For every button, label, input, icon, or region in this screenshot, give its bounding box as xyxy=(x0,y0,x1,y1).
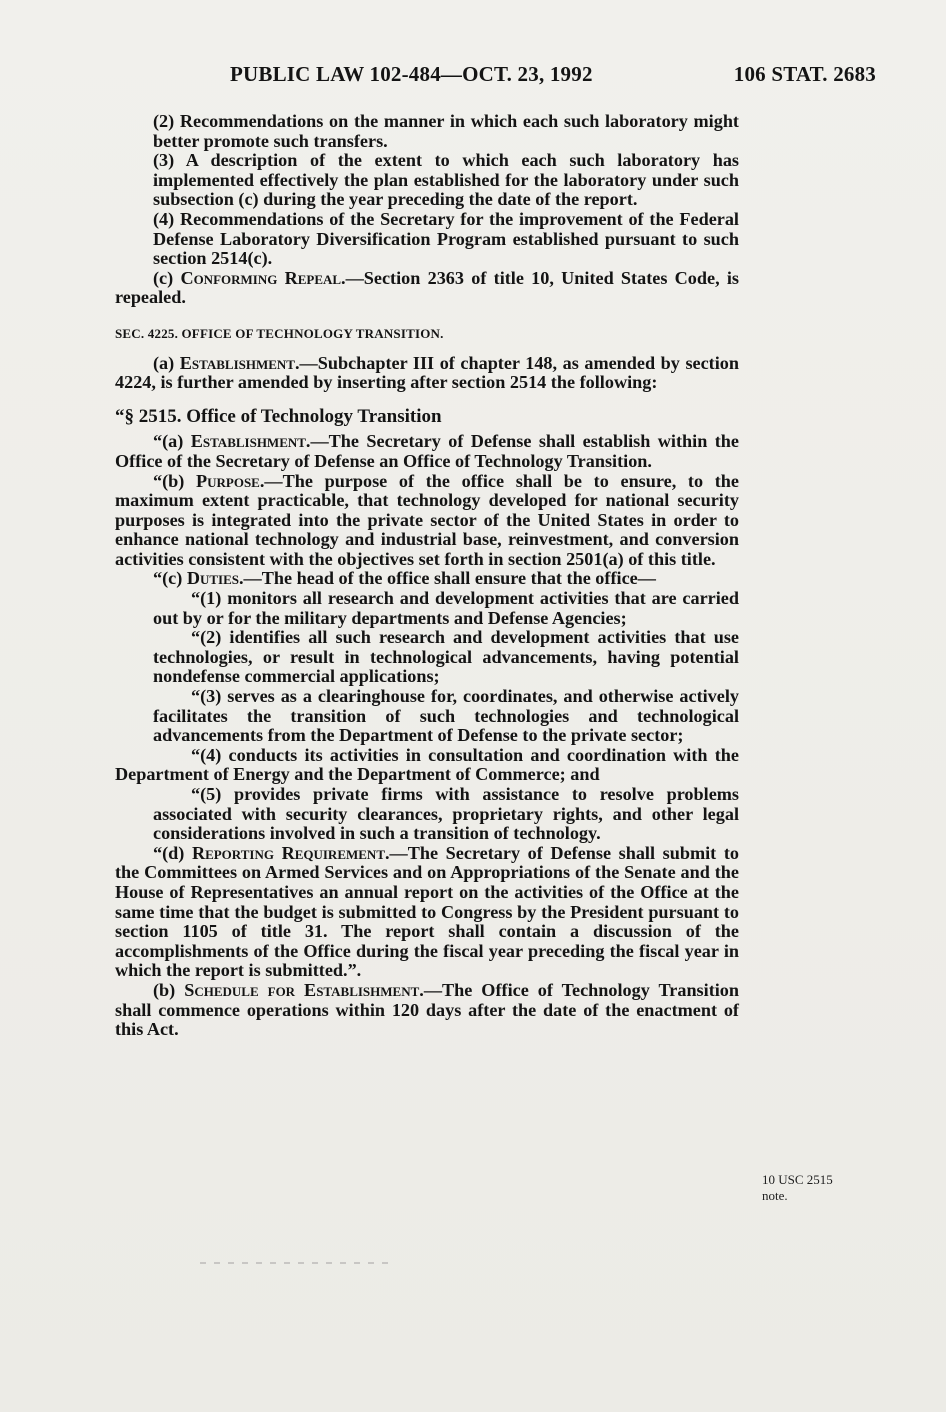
paragraph-establishment: (a) Establishment.—Subchapter III of chapter 148, as amended by section 4224, is further amended by inserting after section 2514 the following: xyxy=(115,352,739,393)
scan-smudge xyxy=(200,1262,390,1264)
duty-item-1: “(1) monitors all research and development activities that are carried out by or for the military departments and Defense Agencies; xyxy=(153,588,739,628)
duty-item-2: “(2) identifies all such research and development activities that use technologies, or result in technological advancements, having potential nondefense commercial applications; xyxy=(153,627,739,687)
section-heading: SEC. 4225. OFFICE OF TECHNOLOGY TRANSITION. xyxy=(115,325,444,341)
header-stat: 106 STAT. 2683 xyxy=(733,62,876,86)
duty-item-3: “(3) serves as a clearinghouse for, coordinates, and otherwise actively facilitates the transition of such technologies and technological advancements from the Department of Defense to the private sector; xyxy=(153,686,739,746)
paragraph-conforming-repeal: (c) Conforming Repeal.—Section 2363 of title 10, United States Code, is repealed. xyxy=(115,267,739,308)
paragraph-item-4: (4) Recommendations of the Secretary for the improvement of the Federal Defense Laboratory Diversification Program established pursuant to such section 2514(c). xyxy=(153,208,739,269)
subsection-d: “(d) Reporting Requirement.—The Secretary of Defense shall submit to the Committees on Armed Services and on Appropriations of the Senate and the House of Representatives an annual report on the activities of the Office at the same time that the budget is submitted to Congress by the President pursuant to section 1105 of title 31. The report shall contain a discussion of the accomplishments of the Office during the fiscal year preceding the fiscal year in which the report is submitted.”. xyxy=(115,842,739,981)
duty-item-5: “(5) provides private firms with assistance to resolve problems associated with security clearances, proprietary rights, and other legal considerations involved in such a transition of technology. xyxy=(153,784,739,844)
subsection-c: “(c) Duties.—The head of the office shall ensure that the office— xyxy=(153,568,656,589)
subsection-b: “(b) Purpose.—The purpose of the office shall be to ensure, to the maximum extent practicable, that technology developed for national security purposes is integrated into the private sector of the United States in order to enhance national technology and industrial base, reinvestment, and conversion activities consistent with the objectives set forth in section 2501(a) of this title. xyxy=(115,470,739,569)
page-header xyxy=(230,62,876,87)
margin-citation-line2: note. xyxy=(762,1188,788,1203)
paragraph-item-2: (2) Recommendations on the manner in which each such laboratory might better promote such transfers. xyxy=(153,111,739,151)
section-2515-title: “§ 2515. Office of Technology Transition xyxy=(115,405,442,427)
paragraph-schedule: (b) Schedule for Establishment.—The Office of Technology Transition shall commence operations within 120 days after the date of the enactment of this Act. xyxy=(115,979,740,1040)
margin-citation-line1: 10 USC 2515 xyxy=(762,1172,833,1187)
paragraph-item-3: (3) A description of the extent to which each such laboratory has implemented effectively the plan established for the laboratory under such subsection (c) during the year preceding the date of the report. xyxy=(153,150,739,210)
margin-citation xyxy=(762,1172,833,1204)
document-body xyxy=(115,112,739,1040)
header-title: PUBLIC LAW 102-484—OCT. 23, 1992 xyxy=(230,62,593,86)
duty-item-4: “(4) conducts its activities in consultation and coordination with the Department of Energy and the Department of Commerce; and xyxy=(115,744,739,785)
subsection-a: “(a) Establishment.—The Secretary of Defense shall establish within the Office of the Secretary of Defense an Office of Technology Transition. xyxy=(115,431,739,471)
